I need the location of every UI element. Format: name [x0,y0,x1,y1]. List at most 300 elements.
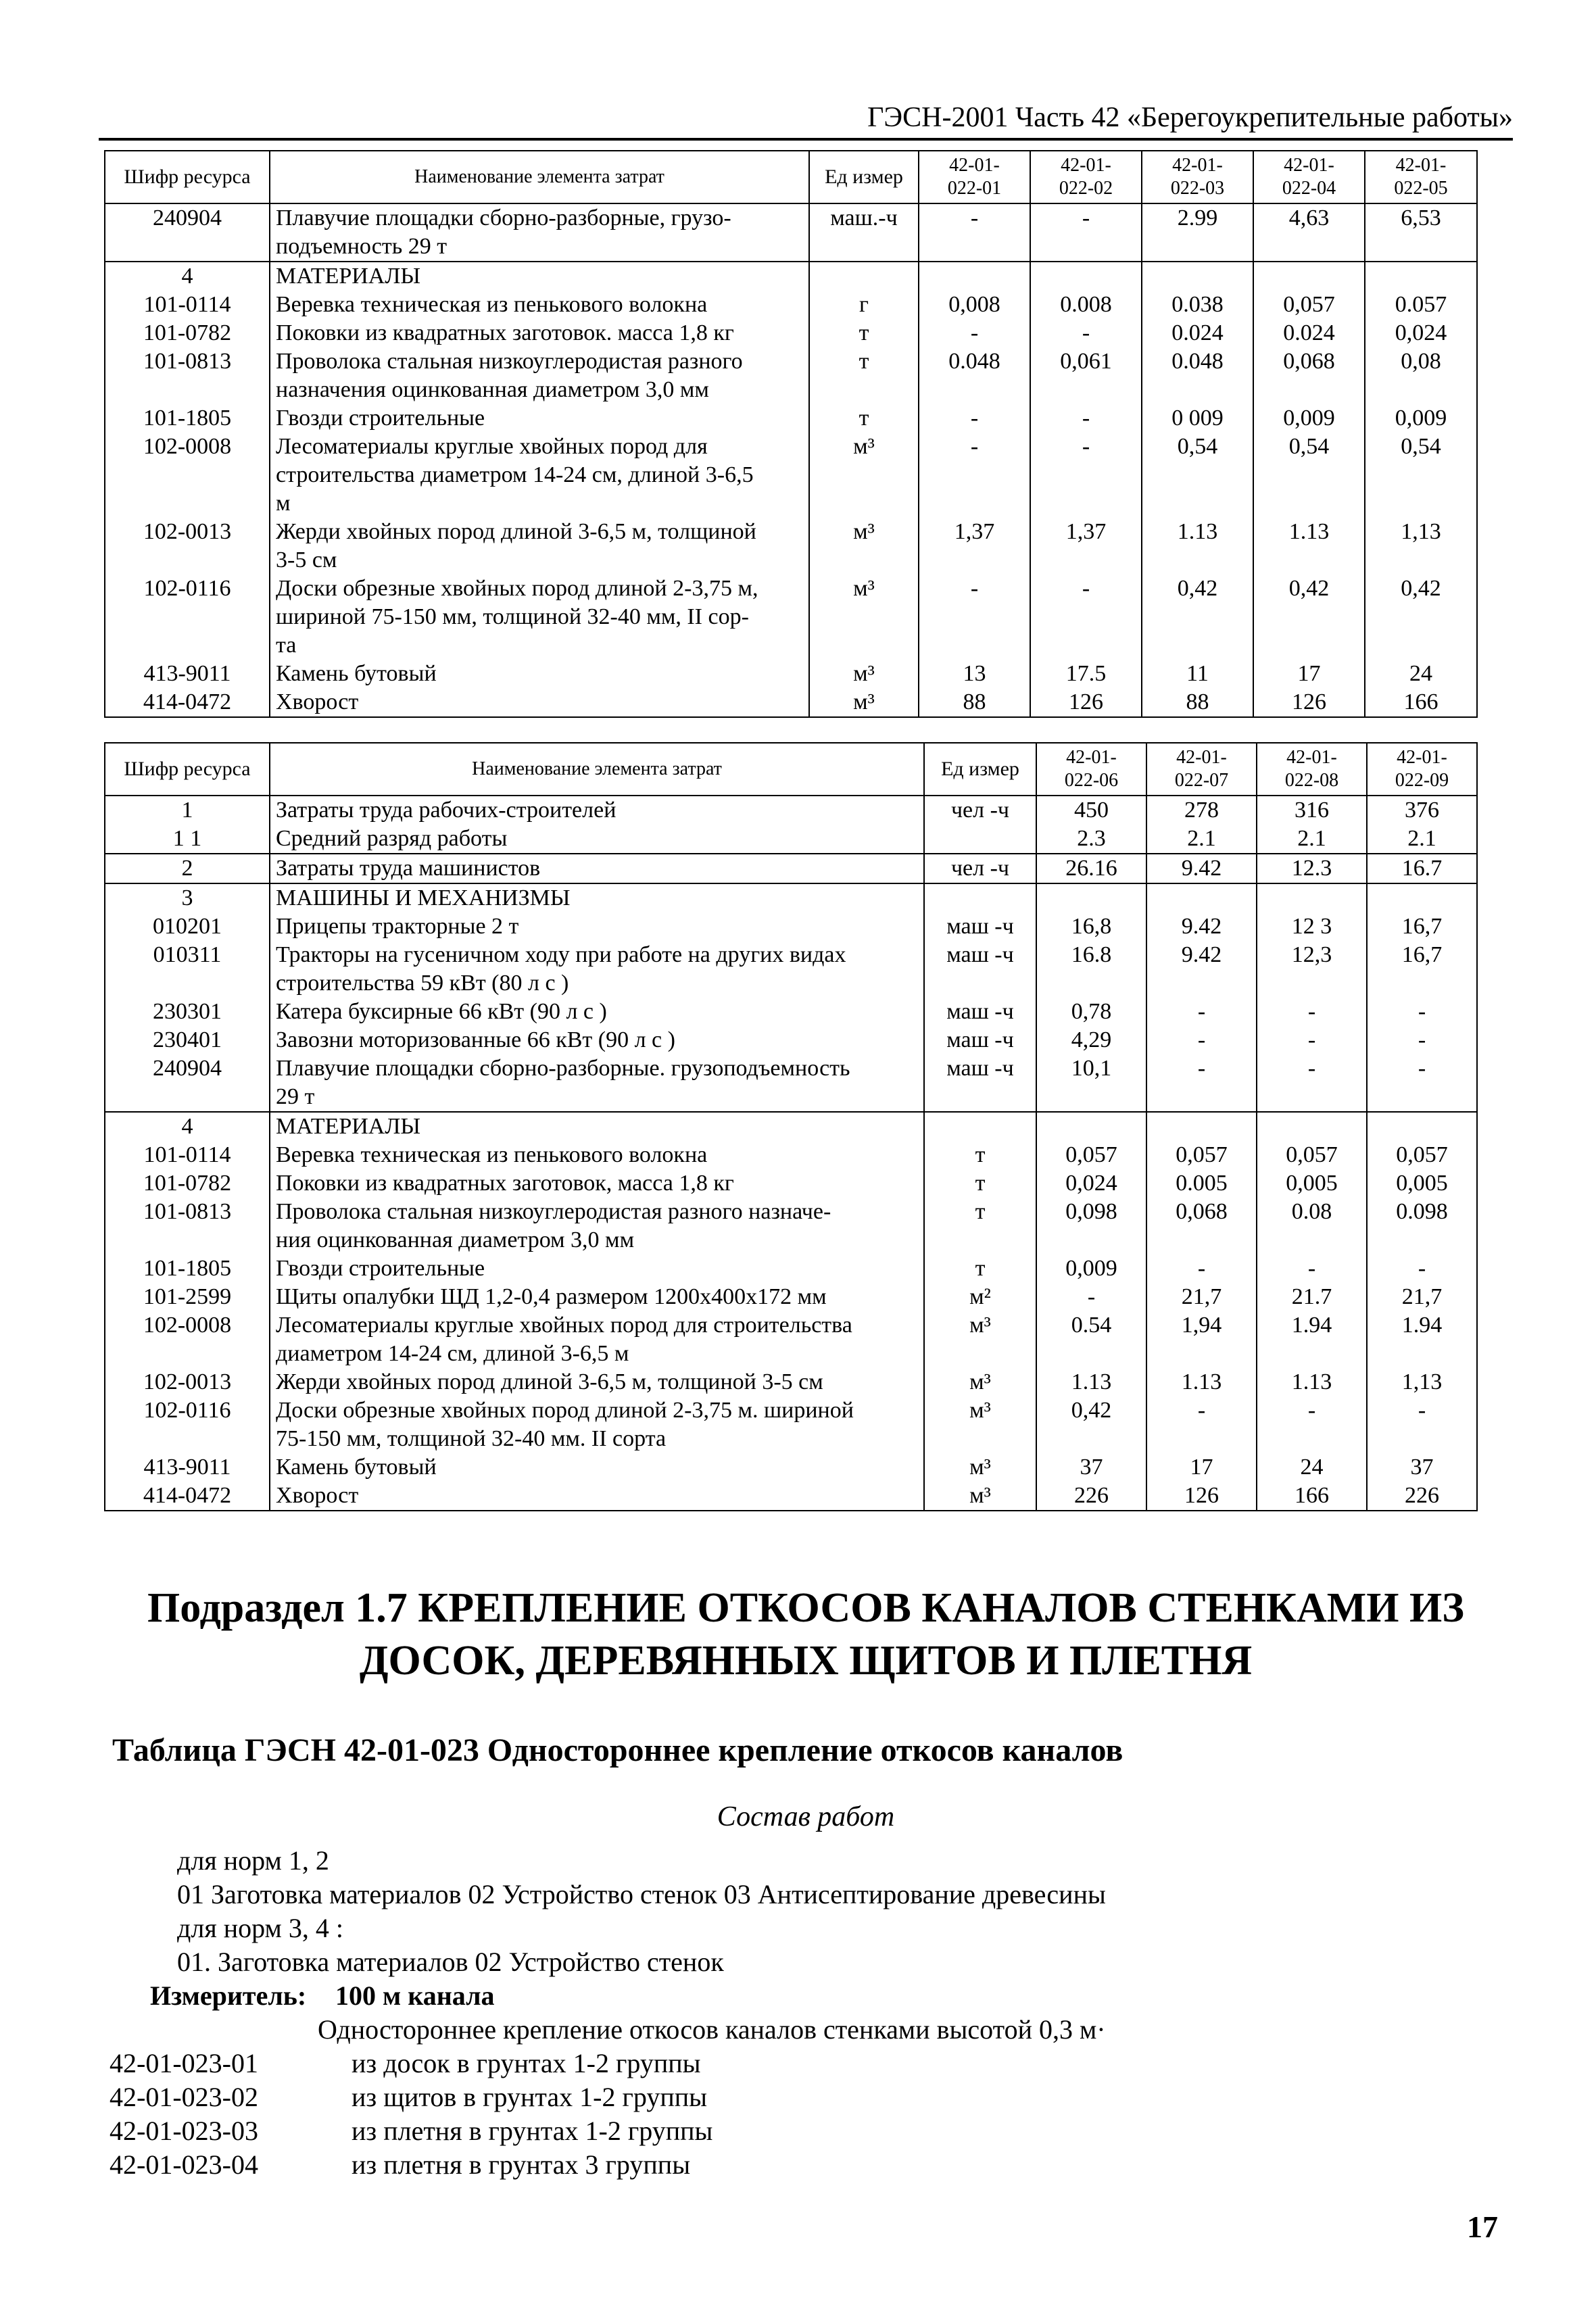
composition-heading: Состав работ [717,1801,895,1832]
table-row [105,1141,1477,1169]
norm-value: 0,009 [1036,1254,1146,1283]
page-number: 17 [1467,2210,1498,2244]
table-row [105,518,1477,575]
norm-value: 0,057 [1367,1141,1477,1169]
norm-value: 0.048 [1142,347,1253,404]
table-row [105,660,1477,688]
table-row [105,1453,1477,1482]
table-row [105,1169,1477,1198]
norm-value: 2.3 [1036,825,1146,854]
norm-value: 0 009 [1142,404,1253,433]
resource-name: Хворост [270,688,809,717]
resource-unit: маш.-ч [809,203,919,262]
resource-name: МАШИНЫ И МЕХАНИЗМЫ [270,883,924,912]
norm-value: 24 [1365,660,1477,688]
norm-value: 4,29 [1036,1026,1146,1054]
table-row [105,998,1477,1026]
table-row [105,291,1477,319]
norm-value: 0,78 [1036,998,1146,1026]
norm-value: - [919,319,1030,347]
resource-name: Жерди хвойных пород длиной 3-6,5 м, толщиной 3-5 см [270,518,809,575]
resource-unit: маш -ч [924,1026,1036,1054]
norm-value: 166 [1365,688,1477,717]
header-norm-col: 42-01- 022-03 [1142,151,1253,203]
norm-value: 376 [1367,796,1477,825]
resource-code: 413-9011 [105,660,270,688]
norm-value: 0,057 [1257,1141,1367,1169]
resource-code: 101-0782 [105,319,270,347]
header-code: Шифр ресурса [105,743,270,796]
norm-value: 0.08 [1257,1198,1367,1254]
norm-value: 1.13 [1036,1368,1146,1396]
norm-value: 12,3 [1257,941,1367,998]
norm-value: 0.005 [1146,1169,1257,1198]
resource-name: Камень бутовый [270,1453,924,1482]
table-row [105,1482,1477,1511]
header-norm-col: 42-01- 022-04 [1253,151,1365,203]
norm-value: - [1367,1054,1477,1112]
norm-value: 1.13 [1146,1368,1257,1396]
norm-value: - [1367,1396,1477,1453]
resource-unit: м³ [924,1368,1036,1396]
norm-value: 0,057 [1146,1141,1257,1169]
resource-unit: м³ [809,433,919,518]
norm-value: 0,024 [1036,1169,1146,1198]
norm-value: 1,37 [919,518,1030,575]
page-header: ГЭСН-2001 Часть 42 «Берегоукрепительные работы» [99,100,1513,141]
table-body [105,203,1477,717]
norms-3-4-label: для норм 3, 4 : [177,1913,343,1943]
norm-value: 11 [1142,660,1253,688]
norm-value: 1.13 [1142,518,1253,575]
resource-code: 3 [105,883,270,912]
norm-code: 42-01-023-01 [110,2048,258,2078]
norm-value: - [1146,1026,1257,1054]
norm-value: 21.7 [1257,1283,1367,1311]
resource-name: Жерди хвойных пород длиной 3-6,5 м, толщиной 3-5 см [270,1368,924,1396]
norm-value: 10,1 [1036,1054,1146,1112]
resource-table-2 [104,742,1478,1511]
norm-value: 2.1 [1367,825,1477,854]
resource-name: Катера буксирные 66 кВт (90 л с ) [270,998,924,1026]
norm-value: 0,42 [1253,575,1365,660]
resource-unit: т [809,319,919,347]
norm-value: 88 [919,688,1030,717]
norm-value: - [1146,1054,1257,1112]
resource-code: 102-0116 [105,575,270,660]
norm-value: 0,009 [1365,404,1477,433]
norm-value [1036,883,1146,912]
norm-value: 166 [1257,1482,1367,1511]
norm-text: из плетня в грунтах 3 группы [352,2149,691,2180]
table-row [105,825,1477,854]
norm-value: - [1367,998,1477,1026]
table-row [105,404,1477,433]
resource-unit: маш -ч [924,912,1036,941]
resource-name: Затраты труда машинистов [270,854,924,883]
norm-value: - [1146,1254,1257,1283]
resource-code: 102-0013 [105,518,270,575]
norm-value: 9.42 [1146,912,1257,941]
resource-name: Завозни моторизованные 66 кВт (90 л с ) [270,1026,924,1054]
norm-value: 26.16 [1036,854,1146,883]
resource-unit: т [924,1198,1036,1254]
resource-name: Доски обрезные хвойных пород длиной 2-3,75 м, шириной 75-150 мм, толщиной 32-40 мм, II сор- та [270,575,809,660]
norm-text: из плетня в грунтах 1-2 группы [352,2116,713,2146]
resource-unit: маш -ч [924,941,1036,998]
norm-value: 0,057 [1253,291,1365,319]
norm-value: - [919,433,1030,518]
norms-1-2-label: для норм 1, 2 [177,1845,329,1876]
resource-name: Поковки из квадратных заготовок. масса 1,8 кг [270,319,809,347]
header-unit: Ед измер [809,151,919,203]
norm-value: 16,7 [1367,912,1477,941]
norm-value: 9.42 [1146,941,1257,998]
table-body [105,796,1477,1511]
resource-name: МАТЕРИАЛЫ [270,262,809,291]
table-row [105,941,1477,998]
norm-value: - [1257,998,1367,1026]
norm-value: 2.1 [1146,825,1257,854]
norm-code: 42-01-023-04 [110,2149,258,2180]
subsection-title: Подраздел 1.7 КРЕПЛЕНИЕ ОТКОСОВ КАНАЛОВ СТЕНКАМИ ИЗ ДОСОК, ДЕРЕВЯННЫХ ЩИТОВ И ПЛЕТНЯ [147,1585,1464,1684]
resource-name: Хворост [270,1482,924,1511]
norm-value: 0,08 [1365,347,1477,404]
norm-value [1146,1112,1257,1141]
resource-unit: чел -ч [924,796,1036,825]
resource-code: 101-2599 [105,1283,270,1311]
resource-code: 240904 [105,1054,270,1112]
norm-value: 0,024 [1365,319,1477,347]
resource-unit: м³ [924,1453,1036,1482]
table-row [105,883,1477,912]
resource-unit: м³ [809,575,919,660]
norm-value: 0,54 [1253,433,1365,518]
table-row [105,433,1477,518]
header-norm-col: 42-01- 022-08 [1257,743,1367,796]
resource-name: Веревка техническая из пенькового волокна [270,291,809,319]
norm-value: 0,008 [919,291,1030,319]
resource-name: Лесоматериалы круглые хвойных пород для строительства диаметром 14-24 см, длиной 3-6,5 м [270,433,809,518]
resource-unit: чел -ч [924,854,1036,883]
header-norm-col: 42-01- 022-05 [1365,151,1477,203]
norm-value: - [1146,998,1257,1026]
table-row [105,1026,1477,1054]
table-row [105,319,1477,347]
resource-name: Плавучие площадки сборно-разборные, грузо- подъемность 29 т [270,203,809,262]
resource-code: 102-0008 [105,1311,270,1368]
norm-value [1365,262,1477,291]
norm-value: 16,7 [1367,941,1477,998]
resource-name: Плавучие площадки сборно-разборные. грузоподъемность 29 т [270,1054,924,1112]
norm-value: 0,42 [1365,575,1477,660]
norm-value: 1.94 [1367,1311,1477,1368]
resource-unit: м² [924,1283,1036,1311]
resource-unit: маш -ч [924,1054,1036,1112]
norm-value: 2.99 [1142,203,1253,262]
table-row [105,1283,1477,1311]
norm-value: 4,63 [1253,203,1365,262]
norm-value: 126 [1253,688,1365,717]
meter-value: 100 м канала [335,1980,495,2011]
norm-text: из досок в грунтах 1-2 группы [352,2048,701,2078]
norm-value: 6,53 [1365,203,1477,262]
norm-value: - [919,404,1030,433]
norm-value: 0,54 [1142,433,1253,518]
resource-code: 414-0472 [105,1482,270,1511]
norm-value: 17.5 [1030,660,1142,688]
norm-value: 16,8 [1036,912,1146,941]
resource-code: 102-0013 [105,1368,270,1396]
norm-value [1142,262,1253,291]
resource-name: Проволока стальная низкоуглеродистая разного назначе- ния оцинкованная диаметром 3,0 мм [270,1198,924,1254]
norm-value: 1,13 [1365,518,1477,575]
norm-code: 42-01-023-03 [110,2116,258,2146]
resource-code: 4 [105,262,270,291]
norm-value: 1.13 [1253,518,1365,575]
resource-name: Камень бутовый [270,660,809,688]
resource-code: 101-0114 [105,1141,270,1169]
resource-name: Щиты опалубки ЩД 1,2-0,4 размером 1200x400x172 мм [270,1283,924,1311]
resource-code: 414-0472 [105,688,270,717]
resource-code: 230301 [105,998,270,1026]
norm-value: 316 [1257,796,1367,825]
table-row [105,688,1477,717]
norm-value: 12 3 [1257,912,1367,941]
norm-value: 0,098 [1036,1198,1146,1254]
norm-value: 0,009 [1253,404,1365,433]
norms-heading: Одностороннее крепление откосов каналов стенками высотой 0,3 м· [318,2014,1106,2045]
resource-unit: т [924,1169,1036,1198]
resource-code: 101-0813 [105,1198,270,1254]
norm-value: 2.1 [1257,825,1367,854]
resource-name: Гвозди строительные [270,404,809,433]
norm-value: - [919,575,1030,660]
header-norm-col: 42-01- 022-06 [1036,743,1146,796]
norm-value: 0,061 [1030,347,1142,404]
norm-value: 0,005 [1367,1169,1477,1198]
resource-name: Проволока стальная низкоуглеродистая разного назначения оцинкованная диаметром 3,0 мм [270,347,809,404]
norm-value: 450 [1036,796,1146,825]
meter-label: Измеритель: [150,1980,307,2011]
resource-name: Прицепы тракторные 2 т [270,912,924,941]
norm-value: - [1257,1396,1367,1453]
norms-3-4-steps: 01. Заготовка материалов 02 Устройство стенок [177,1947,724,1977]
norm-value: 0.024 [1142,319,1253,347]
resource-table-1 [104,150,1478,718]
table-row [105,203,1477,262]
table-row [105,575,1477,660]
header-code: Шифр ресурса [105,151,270,203]
resource-code: 1 [105,796,270,825]
norm-value: 0.54 [1036,1311,1146,1368]
norm-value [1367,883,1477,912]
table-header-row [105,151,1477,203]
norm-value: 0,068 [1146,1198,1257,1254]
resource-code: 010201 [105,912,270,941]
resource-unit: т [809,347,919,404]
resource-code: 101-1805 [105,1254,270,1283]
norm-value: - [1367,1254,1477,1283]
norm-value: - [1257,1054,1367,1112]
header-name: Наименование элемента затрат [270,743,924,796]
table-row [105,796,1477,825]
norm-value: 37 [1036,1453,1146,1482]
resource-code: 101-0813 [105,347,270,404]
norm-value: - [1036,1283,1146,1311]
norm-value: 0,057 [1036,1141,1146,1169]
resource-unit: м³ [924,1311,1036,1368]
norm-value: - [1257,1026,1367,1054]
resource-code: 230401 [105,1026,270,1054]
resource-unit: маш -ч [924,998,1036,1026]
norm-value [1367,1112,1477,1141]
header-unit: Ед измер [924,743,1036,796]
resource-name: Средний разряд работы [270,825,924,854]
norm-value: 13 [919,660,1030,688]
norms-1-2-steps: 01 Заготовка материалов 02 Устройство стенок 03 Антисептирование древесины [177,1879,1106,1909]
resource-name: Тракторы на гусеничном ходу при работе на других видах строительства 59 кВт (80 л с ) [270,941,924,998]
resource-unit: м³ [924,1396,1036,1453]
norm-value: - [1030,404,1142,433]
norm-value [1253,262,1365,291]
header-name: Наименование элемента затрат [270,151,809,203]
norm-value [1030,262,1142,291]
resource-code: 102-0116 [105,1396,270,1453]
resource-name: МАТЕРИАЛЫ [270,1112,924,1141]
norm-value: 0,42 [1036,1396,1146,1453]
resource-unit: т [924,1254,1036,1283]
table-title: Таблица ГЭСН 42-01-023 Одностороннее крепление откосов каналов [112,1732,1123,1768]
resource-name: Поковки из квадратных заготовок, масса 1,8 кг [270,1169,924,1198]
table-row [105,347,1477,404]
table-row [105,1112,1477,1141]
resource-code: 2 [105,854,270,883]
norm-value: 126 [1030,688,1142,717]
header-norm-col: 42-01- 022-02 [1030,151,1142,203]
resource-name: Доски обрезные хвойных пород длиной 2-3,75 м. шириной 75-150 мм, толщиной 32-40 мм. II сорта [270,1396,924,1453]
norm-value [1257,1112,1367,1141]
norm-value [919,262,1030,291]
resource-name: Гвозди строительные [270,1254,924,1283]
norm-value: 16.8 [1036,941,1146,998]
norm-value: - [1030,433,1142,518]
norm-value: 1.13 [1257,1368,1367,1396]
norm-value [1146,883,1257,912]
resource-code: 101-0114 [105,291,270,319]
norm-value: 21,7 [1146,1283,1257,1311]
resource-unit: м³ [924,1482,1036,1511]
norm-value: 0.038 [1142,291,1253,319]
norm-value: 1,37 [1030,518,1142,575]
norm-value: - [1257,1254,1367,1283]
resource-code: 240904 [105,203,270,262]
resource-code: 101-0782 [105,1169,270,1198]
norm-value: 16.7 [1367,854,1477,883]
norm-value: 126 [1146,1482,1257,1511]
table-row [105,1198,1477,1254]
norm-value: 0,42 [1142,575,1253,660]
table-row [105,1054,1477,1112]
norm-value: 37 [1367,1453,1477,1482]
norm-value: 0,068 [1253,347,1365,404]
table-row [105,1311,1477,1368]
norm-value: 0.048 [919,347,1030,404]
norm-value: 226 [1367,1482,1477,1511]
norm-value: 1,13 [1367,1368,1477,1396]
norm-value [1036,1112,1146,1141]
norm-value: 0,54 [1365,433,1477,518]
norm-value: 24 [1257,1453,1367,1482]
norm-value: 88 [1142,688,1253,717]
norm-value: - [1030,203,1142,262]
header-norm-col: 42-01- 022-01 [919,151,1030,203]
resource-code: 102-0008 [105,433,270,518]
resource-unit: м³ [809,518,919,575]
table-row [105,1254,1477,1283]
resource-unit: г [809,291,919,319]
resource-name: Лесоматериалы круглые хвойных пород для строительства диаметром 14-24 см, длиной 3-6,5 м [270,1311,924,1368]
resource-unit [924,1112,1036,1141]
norm-value: - [1030,575,1142,660]
table-row [105,912,1477,941]
norm-value: 0.098 [1367,1198,1477,1254]
resource-code: 010311 [105,941,270,998]
norm-value: 17 [1253,660,1365,688]
resource-name: Веревка техническая из пенькового волокна [270,1141,924,1169]
table-row [105,262,1477,291]
resource-unit [809,262,919,291]
norm-value: 278 [1146,796,1257,825]
norm-value: 0,005 [1257,1169,1367,1198]
resource-unit: т [924,1141,1036,1169]
resource-code: 101-1805 [105,404,270,433]
norm-value: 9.42 [1146,854,1257,883]
resource-unit [924,825,1036,854]
table-row [105,1368,1477,1396]
norm-text: из щитов в грунтах 1-2 группы [352,2082,708,2112]
norm-value: 226 [1036,1482,1146,1511]
norm-value: 21,7 [1367,1283,1477,1311]
norm-value [1257,883,1367,912]
norm-value: - [1030,319,1142,347]
resource-unit: м³ [809,688,919,717]
resource-code: 1 1 [105,825,270,854]
resource-unit: м³ [809,660,919,688]
norm-value: 0.057 [1365,291,1477,319]
resource-code: 4 [105,1112,270,1141]
norm-value: 0.024 [1253,319,1365,347]
norm-value: 1,94 [1146,1311,1257,1368]
norm-value: 1.94 [1257,1311,1367,1368]
resource-name: Затраты труда рабочих-строителей [270,796,924,825]
header-norm-col: 42-01- 022-07 [1146,743,1257,796]
norm-value: - [1146,1396,1257,1453]
norm-value: - [919,203,1030,262]
resource-unit [924,883,1036,912]
table-row [105,1396,1477,1453]
header-norm-col: 42-01- 022-09 [1367,743,1477,796]
norm-value: - [1367,1026,1477,1054]
norm-value: 17 [1146,1453,1257,1482]
norm-code: 42-01-023-02 [110,2082,258,2112]
table-row [105,854,1477,883]
norm-value: 12.3 [1257,854,1367,883]
norm-value: 0.008 [1030,291,1142,319]
table-header-row [105,743,1477,796]
resource-unit: т [809,404,919,433]
resource-code: 413-9011 [105,1453,270,1482]
